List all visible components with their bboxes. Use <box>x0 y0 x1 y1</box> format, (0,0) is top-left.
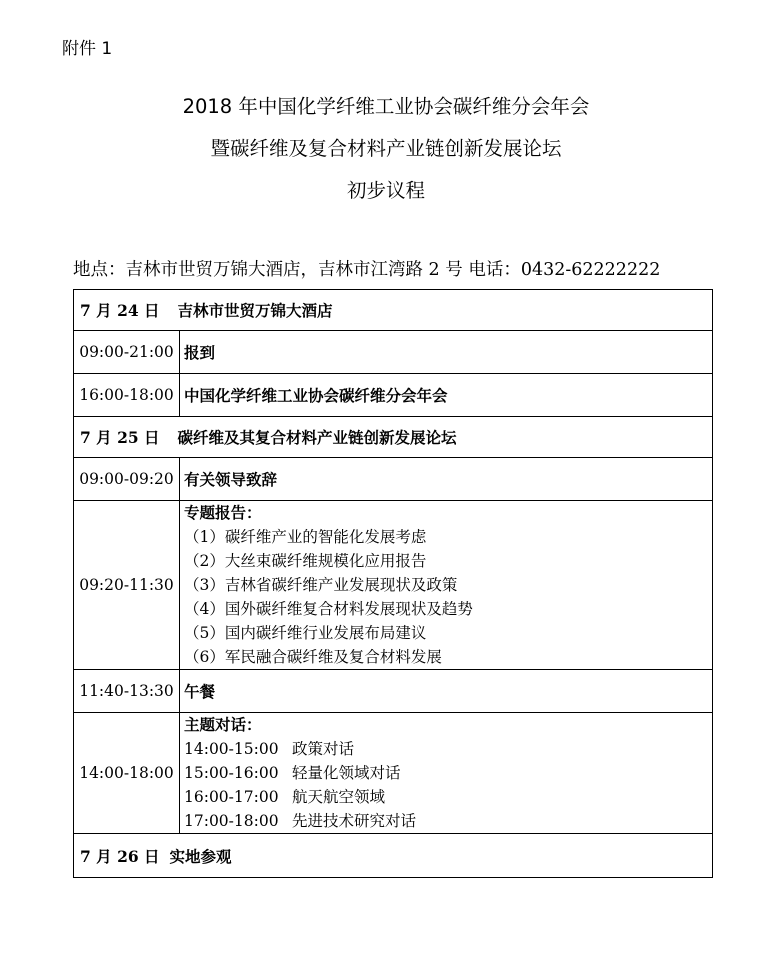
day-date: 7 月 26 日 <box>80 846 160 866</box>
time-cell: 09:20-11:30 <box>74 501 180 670</box>
report-item: （5）国内碳纤维行业发展布局建议 <box>184 624 427 642</box>
day-title: 吉林市世贸万锦大酒店 <box>177 301 333 320</box>
dialogue-time: 15:00-16:00 <box>184 764 279 782</box>
dialogue-item <box>184 737 712 761</box>
dialogue-topic: 航天航空领域 <box>292 788 386 806</box>
time-cell: 09:00-09:20 <box>74 458 180 501</box>
dialogue-topic: 先进技术研究对话 <box>292 812 417 830</box>
day-header-row <box>74 290 713 331</box>
table-row <box>74 458 713 501</box>
day-header-7-26 <box>74 834 713 878</box>
reports-cell <box>180 501 713 670</box>
reports-heading: 专题报告： <box>184 503 262 522</box>
day-title: 实地参观 <box>169 846 232 866</box>
day-header-row <box>74 834 713 878</box>
item-cell: 午餐 <box>180 670 713 713</box>
day-title: 碳纤维及其复合材料产业链创新发展论坛 <box>177 428 457 447</box>
day-header-row <box>74 417 713 458</box>
day-date: 7 月 24 日 <box>80 301 160 320</box>
title-line-2: 暨碳纤维及复合材料产业链创新发展论坛 <box>210 137 562 160</box>
item-cell: 有关领导致辞 <box>180 458 713 501</box>
day-date: 7 月 25 日 <box>80 428 160 447</box>
title-line-1: 2018 年中国化学纤维工业协会碳纤维分会年会 <box>182 95 590 118</box>
dialogue-time: 17:00-18:00 <box>184 812 279 830</box>
dialogues-heading: 主题对话： <box>184 715 262 734</box>
report-item: （2）大丝束碳纤维规模化应用报告 <box>184 552 427 570</box>
report-item: （4）国外碳纤维复合材料发展现状及趋势 <box>184 600 473 618</box>
table-row <box>74 374 713 417</box>
time-cell: 11:40-13:30 <box>74 670 180 713</box>
item-cell: 报到 <box>180 331 713 374</box>
table-row <box>74 331 713 374</box>
dialogue-topic: 政策对话 <box>292 740 355 758</box>
day-header-7-24 <box>74 290 713 331</box>
dialogues-cell <box>180 713 713 834</box>
attachment-label: 附件 1 <box>62 39 113 59</box>
day-header-7-25 <box>74 417 713 458</box>
dialogue-item <box>184 785 712 809</box>
time-cell: 14:00-18:00 <box>74 713 180 834</box>
dialogue-time: 16:00-17:00 <box>184 788 279 806</box>
agenda-table <box>73 289 713 878</box>
time-cell: 09:00-21:00 <box>74 331 180 374</box>
report-item: （6）军民融合碳纤维及复合材料发展 <box>184 648 442 666</box>
dialogue-topic: 轻量化领域对话 <box>292 764 401 782</box>
dialogue-item <box>184 809 712 833</box>
report-item: （3）吉林省碳纤维产业发展现状及政策 <box>184 576 458 594</box>
time-cell: 16:00-18:00 <box>74 374 180 417</box>
report-item: （1）碳纤维产业的智能化发展考虑 <box>184 528 427 546</box>
dialogue-item <box>184 761 712 785</box>
table-row <box>74 501 713 670</box>
item-cell: 中国化学纤维工业协会碳纤维分会年会 <box>180 374 713 417</box>
table-row <box>74 670 713 713</box>
table-row <box>74 713 713 834</box>
title-line-3: 初步议程 <box>346 179 425 202</box>
location-line: 地点：吉林市世贸万锦大酒店，吉林市江湾路 2 号 电话：0432-62222222 <box>73 260 661 280</box>
dialogue-time: 14:00-15:00 <box>184 740 279 758</box>
document-title-block <box>0 88 772 214</box>
